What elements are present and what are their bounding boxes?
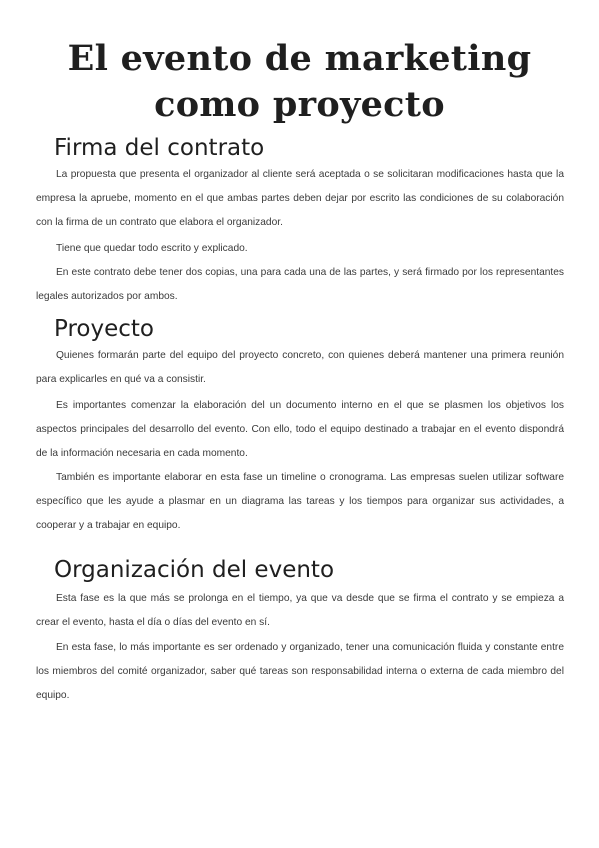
paragraph: La propuesta que presenta el organizador al cliente será aceptada o se solicitaran modificaciones hasta que la empresa la apruebe, momento en el que ambas partes deben dejar por escrito las condiciones de su colaboración con la firma de un contrato que elabora el organizador. bbox=[36, 169, 564, 228]
paragraph: También es importante elaborar en esta fase un timeline o cronograma. Las empresas suelen utilizar software específico que les ayude a plasmar en un diagrama las tareas y los tiempos para organizar sus actividades, a cooperar y a trabajar en equipo. bbox=[36, 472, 564, 531]
section-heading-organizacion-del-evento: Organización del evento bbox=[54, 557, 335, 583]
paragraph: En este contrato debe tener dos copias, una para cada una de las partes, y será firmado por los representantes legales autorizados por ambos. bbox=[36, 267, 564, 302]
paragraph: En esta fase, lo más importante es ser ordenado y organizado, tener una comunicación fluida y constante entre los miembros del comité organizador, saber qué tareas son responsabilidad interna o externa de cada miembro del equipo. bbox=[36, 642, 564, 701]
section-heading-firma-del-contrato: Firma del contrato bbox=[54, 135, 265, 161]
paragraph: Tiene que quedar todo escrito y explicado. bbox=[56, 243, 248, 254]
paragraph: Es importantes comenzar la elaboración del un documento interno en el que se plasmen los objetivos los aspectos principales del desarrollo del evento. Con ello, todo el equipo destinado a trabajar en el evento dispondrá de la información necesaria en cada momento. bbox=[36, 400, 564, 459]
paragraph: Quienes formarán parte del equipo del proyecto concreto, con quienes deberá mantener una primera reunión para explicarles en qué va a consistir. bbox=[36, 350, 564, 385]
paragraph: Esta fase es la que más se prolonga en el tiempo, ya que va desde que se firma el contrato y se empieza a crear el evento, hasta el día o días del evento en sí. bbox=[36, 593, 564, 628]
section-heading-proyecto: Proyecto bbox=[54, 316, 154, 342]
page-title: El evento de marketing como proyecto bbox=[67, 38, 532, 125]
